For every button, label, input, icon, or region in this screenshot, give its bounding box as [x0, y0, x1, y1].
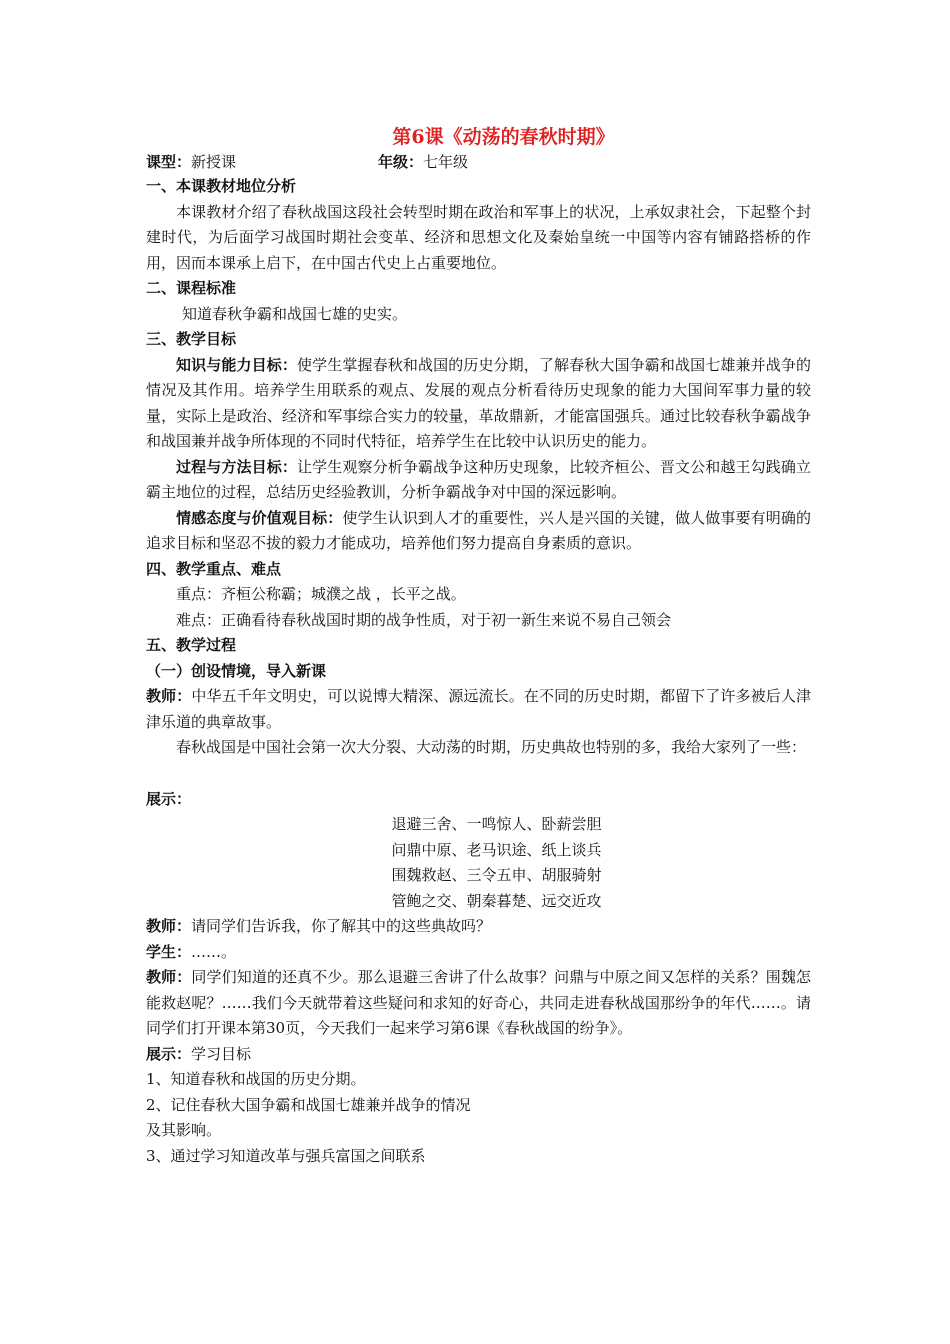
- goal-emotion: [146, 506, 811, 557]
- idiom-line: 问鼎中原、老马识途、纸上谈兵: [391, 840, 602, 859]
- goal-emotion-text: 使学生认识到人才的重要性，兴人是兴国的关键，做人做事要有明确的追求目标和坚忍不拔的毅力才能成功，培养他们努力提高自身素质的意识。: [146, 508, 811, 552]
- goal-process-text: 让学生观察分析争霸战争这种历史现象，比较齐桓公、晋文公和越王勾践确立霸主地位的过程，总结历史经验教训，分析争霸战争对中国的深远影响。: [146, 457, 811, 501]
- document-title: 第6课《动荡的春秋时期》: [392, 126, 615, 148]
- learning-goal-2-cont: 及其影响。: [146, 1121, 222, 1139]
- show-label: 展示：: [146, 789, 192, 808]
- teacher-line-2: [146, 914, 811, 940]
- teacher-text: 中华五千年文明史，可以说博大精深、源远流长。在不同的历史时期，都留下了许多被后人津津乐道的典章故事。: [146, 687, 811, 731]
- idiom-line: 退避三舍、一鸣惊人、卧薪尝胆: [391, 815, 602, 833]
- difficult-point: 难点：正确看待春秋战国时期的战争性质，对于初一新生来说不易自己领会: [176, 610, 672, 629]
- teacher-label: 教师：: [146, 687, 192, 705]
- subsection-heading-1: （一）创设情境，导入新课: [146, 661, 327, 680]
- learning-goal-2: 2、记住春秋大国争霸和战国七雄兼并战争的情况: [146, 1095, 471, 1114]
- learning-goal-1: 1、知道春秋和战国的历史分期。: [146, 1070, 366, 1088]
- learning-goal-3: 3、通过学习知道改革与强兵富国之间联系: [146, 1146, 426, 1165]
- section-2-paragraph: 知道春秋争霸和战国七雄的史实。: [182, 304, 408, 323]
- teacher-line-3: [146, 965, 811, 1042]
- student-label: 学生：: [146, 942, 192, 961]
- teacher-label: 教师：: [146, 968, 192, 986]
- show-text: 学习目标: [191, 1044, 252, 1063]
- goal-emotion-label: 情感态度与价值观目标：: [176, 508, 343, 527]
- lesson-type-value: 新授课: [191, 153, 237, 171]
- section-heading-3: 三、教学目标: [146, 330, 237, 348]
- student-line: [146, 940, 811, 966]
- teacher-label: 教师：: [146, 917, 192, 935]
- goal-process-label: 过程与方法目标：: [176, 457, 297, 476]
- document-page: [146, 124, 811, 1169]
- section-heading-4: 四、教学重点、难点: [146, 559, 282, 578]
- show-goals: [146, 1042, 811, 1068]
- section-heading-1: 一、本课教材地位分析: [146, 177, 297, 195]
- section-1-paragraph: 本课教材介绍了春秋战国这段社会转型时期在政治和军事上的状况，上承奴隶社会，下起整个封建时代，为后面学习战国时期社会变革、经济和思想文化及秦始皇统一中国等内容有铺路搭桥的作用，因而本课承上启下，在中国古代史上占重要地位。: [146, 202, 811, 272]
- goal-knowledge: [146, 353, 811, 455]
- paragraph-intro: 春秋战国是中国社会第一次大分裂、大动荡的时期，历史典故也特别的多，我给大家列了一些：: [176, 738, 807, 756]
- idiom-line: 管鲍之交、朝秦暮楚、远交近攻: [391, 891, 602, 910]
- key-point: 重点：齐桓公称霸；城濮之战 ，长平之战。: [176, 585, 466, 603]
- blank-line: [146, 761, 811, 787]
- teacher-text: 请同学们告诉我，你了解其中的这些典故吗？: [191, 917, 492, 935]
- lesson-grade-value: 七年级: [423, 153, 469, 171]
- goal-process: [146, 455, 811, 506]
- goal-knowledge-text: 使学生掌握春秋和战国的历史分期，了解春秋大国争霸和战国七雄兼并战争的情况及其作用。培养学生用联系的观点、发展的观点分析看待历史现象的能力大国间军事力量的较量，实际上是政治、经济和军事综合实力的较量，革故鼎新，才能富国强兵。通过比较春秋争霸战争和战国兼并战争所体现的不同时代特征，培养学生在比较中认识历史的能力。: [146, 355, 811, 450]
- teacher-text: 同学们知道的还真不少。那么退避三舍讲了什么故事？问鼎与中原之间又怎样的关系？围魏怎能救赵呢？……我们今天就带着这些疑问和求知的好奇心，共同走进春秋战国那纷争的年代……。请同学们打开课本第30页，今天我们一起来学习第6课《春秋战国的纷争》。: [146, 968, 811, 1037]
- section-heading-5: 五、教学过程: [146, 636, 237, 654]
- student-text: ……。: [191, 942, 237, 961]
- section-heading-2: 二、课程标准: [146, 279, 237, 297]
- lesson-grade: [378, 150, 468, 174]
- lesson-type: [146, 150, 236, 174]
- goal-knowledge-label: 知识与能力目标：: [176, 355, 297, 374]
- lesson-grade-label: 年级：: [378, 153, 424, 171]
- teacher-line-1: [146, 684, 811, 735]
- show-label: 展示：: [146, 1044, 192, 1063]
- lesson-meta: [146, 150, 811, 174]
- lesson-type-label: 课型：: [146, 153, 192, 171]
- idiom-line: 围魏救赵、三令五申、胡服骑射: [391, 866, 602, 884]
